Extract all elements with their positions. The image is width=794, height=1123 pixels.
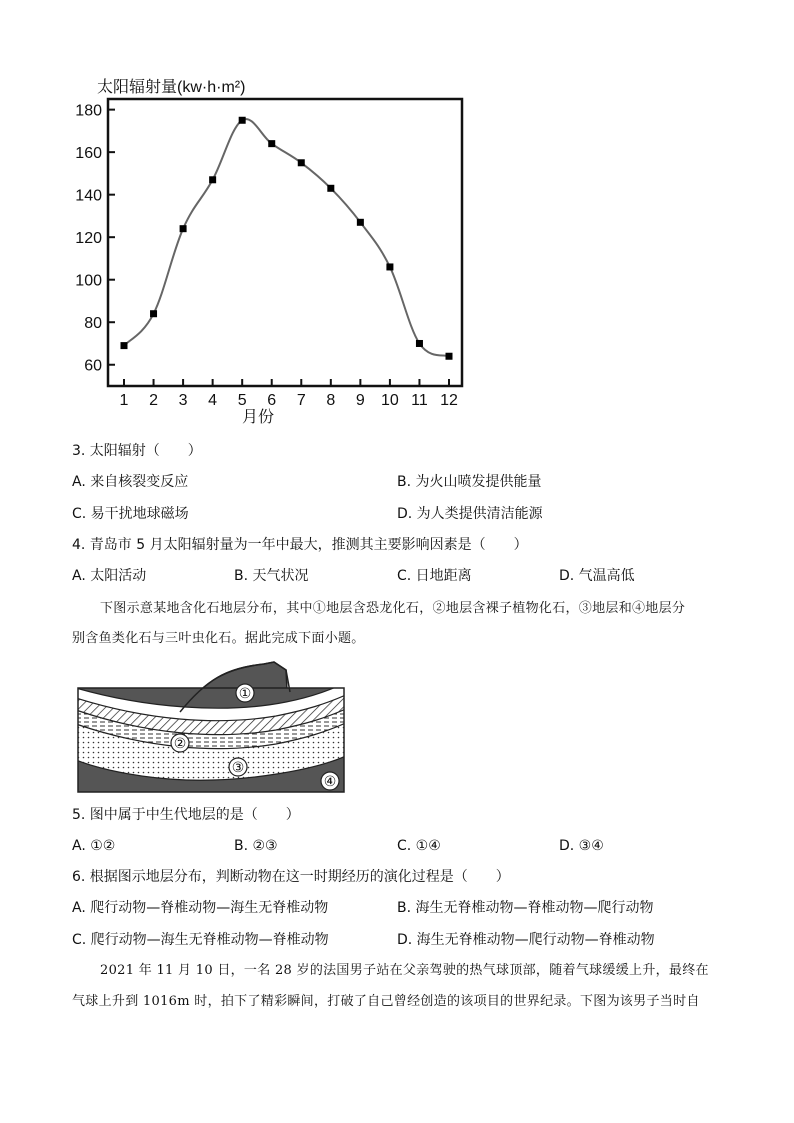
x-tick-label: 2	[149, 392, 158, 409]
q5-option-d[interactable]: D. ③④	[559, 838, 604, 854]
label-stratum-2: ②	[173, 735, 187, 751]
data-point	[386, 263, 393, 270]
q6-option-b[interactable]: B. 海生无脊椎动物—脊椎动物—爬行动物	[397, 900, 654, 916]
x-tick-label: 6	[267, 392, 277, 409]
y-tick-label: 60	[84, 357, 102, 375]
data-point	[150, 310, 157, 317]
q5-option-b[interactable]: B. ②③	[234, 838, 278, 854]
x-tick-label: 5	[237, 392, 247, 409]
data-point	[416, 340, 423, 347]
data-point	[298, 159, 305, 166]
data-point	[327, 185, 334, 192]
q3-option-b[interactable]: B. 为火山喷发提供能量	[397, 474, 542, 490]
x-tick-label: 8	[326, 392, 336, 409]
data-point	[121, 342, 128, 349]
x-tick-label: 3	[178, 392, 188, 409]
data-point	[446, 353, 453, 360]
y-tick-label: 180	[75, 102, 102, 120]
x-tick-label: 9	[355, 392, 365, 409]
passage2-line2: 气球上升到 1016m 时，拍下了精彩瞬间，打破了自己曾经创造的该项目的世界纪录。下图为该男子当时自	[72, 994, 700, 1009]
q3-stem: 3. 太阳辐射（ ）	[72, 443, 202, 459]
chart-title: 太阳辐射量(kw·h·m²)	[97, 79, 246, 96]
x-axis-ticks	[120, 379, 458, 409]
q3-option-c[interactable]: C. 易干扰地球磁场	[72, 506, 189, 522]
x-tick-label: 12	[440, 392, 458, 409]
x-axis-label: 月份	[241, 409, 275, 426]
q4-stem: 4. 青岛市 5 月太阳辐射量为一年中最大，推测其主要影响因素是（ ）	[72, 537, 528, 553]
data-point	[209, 176, 216, 183]
x-tick-label: 10	[381, 392, 399, 409]
x-tick-label: 4	[208, 392, 218, 409]
solar-radiation-chart	[60, 70, 480, 430]
q5-stem: 5. 图中属于中生代地层的是（ ）	[72, 807, 300, 823]
passage1-line1: 下图示意某地含化石地层分布，其中①地层含恐龙化石，②地层含裸子植物化石，③地层和④地层分	[100, 601, 686, 616]
strata-diagram	[76, 660, 348, 795]
q6-option-d[interactable]: D. 海生无脊椎动物—爬行动物—脊椎动物	[397, 932, 655, 948]
label-stratum-1: ①	[238, 685, 252, 701]
data-point	[357, 219, 364, 226]
data-point	[268, 140, 275, 147]
passage2-line1: 2021 年 11 月 10 日，一名 28 岁的法国男子站在父亲驾驶的热气球顶部，随着气球缓缓上升，最终在	[100, 963, 709, 978]
q3-option-d[interactable]: D. 为人类提供清洁能源	[397, 506, 543, 522]
q6-option-a[interactable]: A. 爬行动物—脊椎动物—海生无脊椎动物	[72, 900, 329, 916]
y-tick-label: 160	[75, 145, 102, 163]
q3-option-a[interactable]: A. 来自核裂变反应	[72, 474, 189, 490]
q4-option-d[interactable]: D. 气温高低	[559, 568, 635, 584]
y-tick-label: 140	[75, 187, 102, 205]
x-tick-label: 1	[119, 392, 129, 409]
q4-option-b[interactable]: B. 天气状况	[234, 568, 309, 584]
label-stratum-3: ③	[231, 759, 245, 775]
x-tick-label: 7	[296, 392, 306, 409]
q6-option-c[interactable]: C. 爬行动物—海生无脊椎动物—脊椎动物	[72, 932, 329, 948]
series-line	[124, 119, 449, 356]
y-tick-label: 120	[75, 230, 102, 248]
x-tick-label: 11	[411, 392, 428, 409]
data-point	[180, 225, 187, 232]
y-tick-label: 100	[75, 272, 102, 290]
q5-option-a[interactable]: A. ①②	[72, 838, 116, 854]
passage1-line2: 别含鱼类化石与三叶虫化石。据此完成下面小题。	[72, 631, 365, 646]
q6-stem: 6. 根据图示地层分布，判断动物在这一时期经历的演化过程是（ ）	[72, 869, 510, 885]
q4-option-a[interactable]: A. 太阳活动	[72, 568, 147, 584]
data-point	[239, 117, 246, 124]
label-stratum-4: ④	[323, 773, 337, 789]
q4-option-c[interactable]: C. 日地距离	[397, 568, 472, 584]
q5-option-c[interactable]: C. ①④	[397, 838, 441, 854]
y-tick-label: 80	[84, 315, 102, 333]
plot-frame	[108, 99, 462, 386]
